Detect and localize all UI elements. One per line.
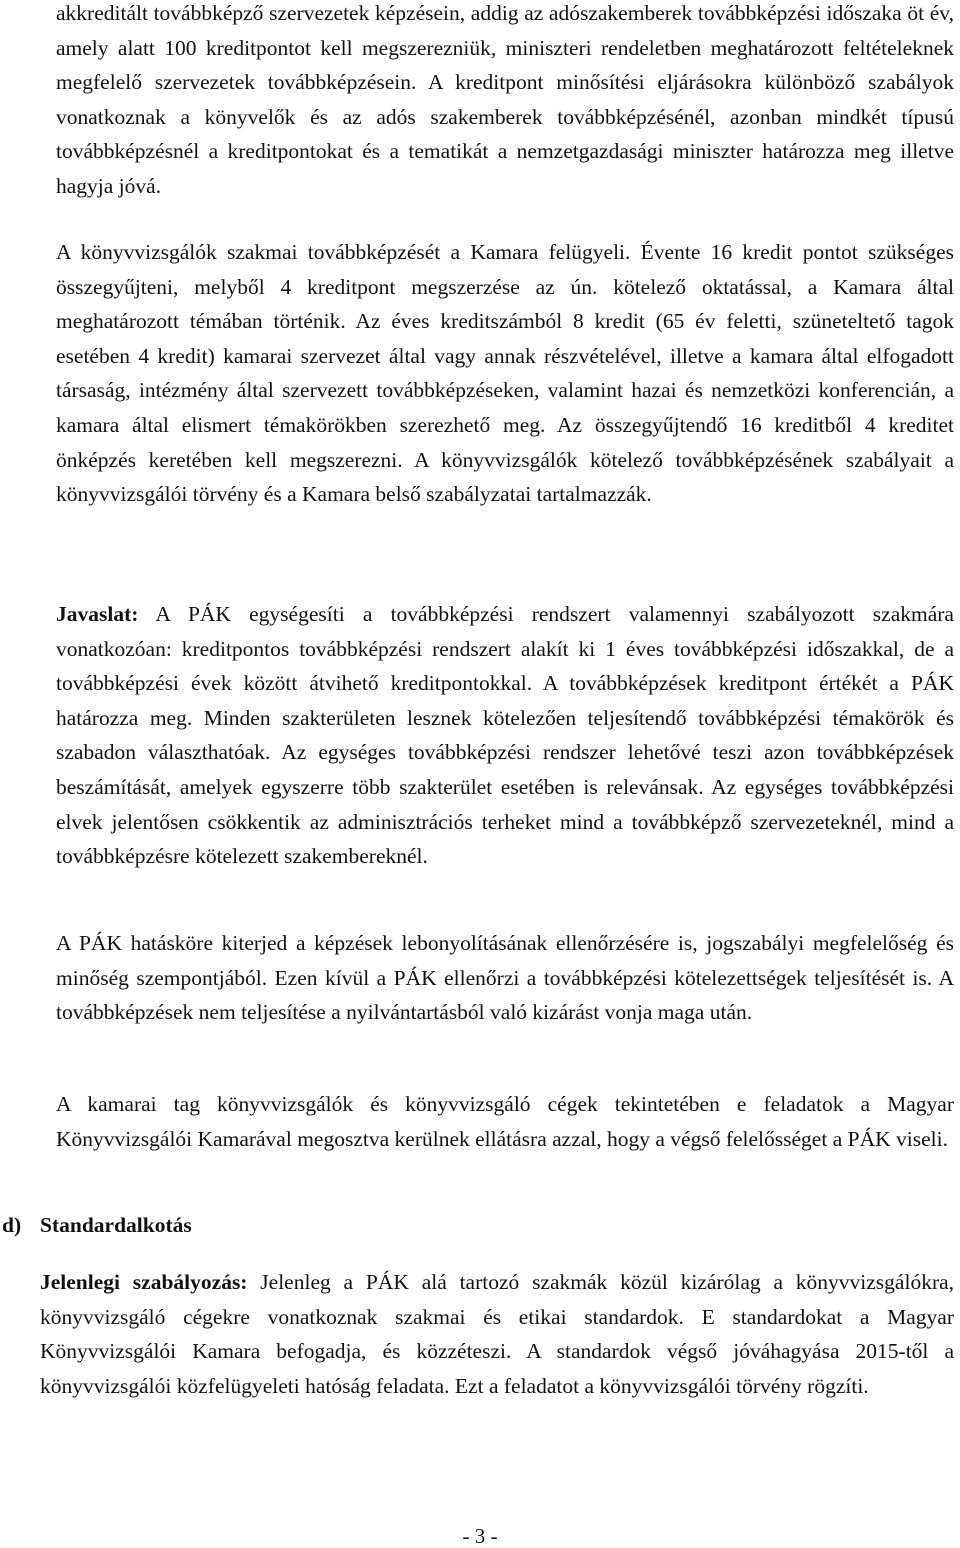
paragraph-chamber-members: A kamarai tag könyvvizsgálók és könyvvizsgáló cégek tekintetében e feladatok a Magyar Könyvvizsgálói Kamarával megosztva kerülnek ellátásra azzal, hogy a végső felelősséget a PÁK viseli. bbox=[56, 1092, 954, 1151]
proposal-text: A PÁK egységesíti a továbbképzési rendszert valamennyi szabályozott szakmára vonatkozóan: kreditpontos továbbképzési rendszert alakít ki 1 éves továbbképzési időszakkal, de a továbbképzési évek között átvihető kreditpontokkal. A továbbképzések kreditpont értékét a PÁK határozza meg. Minden szakterületen lesznek kötelezően teljesítendő továbbképzési témakörök és szabadon választhatóak. Az egységes továbbképzési rendszer lehetővé teszi azon továbbképzések beszámítását, amelyek egyszerre több szakterület esetében is relevánsak. Az egységes továbbképzési elvek jelentősen csökkentik az adminisztrációs terheket mind a továbbképző szervezeteknél, mind a továbbképzésre kötelezett szakembereknél. bbox=[56, 602, 954, 869]
paragraph-continuation: akkreditált továbbképző szervezetek képzésein, addig az adószakemberek továbbképzési időszaka öt év, amely alatt 100 kreditpontot kell megszerezniük, miniszteri rendeletben meghatározott feltételeknek megfelelő szervezetek továbbképzésein. A kreditpont minősítési eljárásokra különböző szabályok vonatkoznak a könyvelők és az adós szakemberek továbbképzésénél, azonban mindkét típusú továbbképzésnél a kreditpontokat és a tematikát a nemzetgazdasági miniszter határozza meg illetve hagyja jóvá. bbox=[56, 1, 954, 198]
paragraph-auditors-training: A könyvvizsgálók szakmai továbbképzését a Kamara felügyeli. Évente 16 kredit pontot szükséges összegyűjteni, melyből 4 kreditpont megszerzése az ún. kötelező oktatással, a Kamara által meghatározott témában történik. Az éves kreditszámból 8 kredit (65 év feletti, szüneteltető tagok esetében 4 kredit) kamarai szervezet által vagy annak részvételével, illetve a kamara által elfogadott társaság, intézmény által szervezett továbbképzéseken, valamint hazai és nemzetközi konferencián, a kamara által elismert témakörökben szerezhető meg. Az összegyűjtendő 16 kreditből 4 kreditet önképzés keretében kell megszerezni. A könyvvizsgálók kötelező továbbképzésének szabályait a könyvvizsgálói törvény és a Kamara belső szabályzatai tartalmazzák. bbox=[56, 240, 954, 507]
section-title: Standardalkotás bbox=[40, 1213, 192, 1237]
paragraph-pak-authority: A PÁK hatásköre kiterjed a képzések lebonyolításának ellenőrzésére is, jogszabályi megfelelőség és minőség szempontjából. Ezen kívül a PÁK ellenőrzi a továbbképzési kötelezettségek teljesítését is. A továbbképzések nem teljesítése a nyilvántartásból való kizárást vonja maga után. bbox=[56, 931, 954, 1025]
current-regulation-text: Jelenleg a PÁK alá tartozó szakmák közül kizárólag a könyvvizsgálókra, könyvvizsgáló cégekre vonatkoznak szakmai és etikai standardok. E standardokat a Magyar Könyvvizsgálói Kamara befogadja, és közzéteszi. A standardok végső jóváhagyása 2015-től a könyvvizsgálói közfelügyeleti hatóság feladata. Ezt a feladatot a könyvvizsgálói törvény rögzíti. bbox=[40, 1270, 955, 1398]
section-marker: d) bbox=[2, 1213, 22, 1237]
page-number: - 3 - bbox=[462, 1524, 498, 1548]
paragraph-current-regulation bbox=[40, 1265, 954, 1403]
paragraph-proposal bbox=[56, 597, 954, 874]
proposal-label: Javaslat: bbox=[56, 602, 139, 626]
current-regulation-label: Jelenlegi szabályozás: bbox=[40, 1270, 248, 1294]
section-heading-d bbox=[2, 1208, 192, 1242]
